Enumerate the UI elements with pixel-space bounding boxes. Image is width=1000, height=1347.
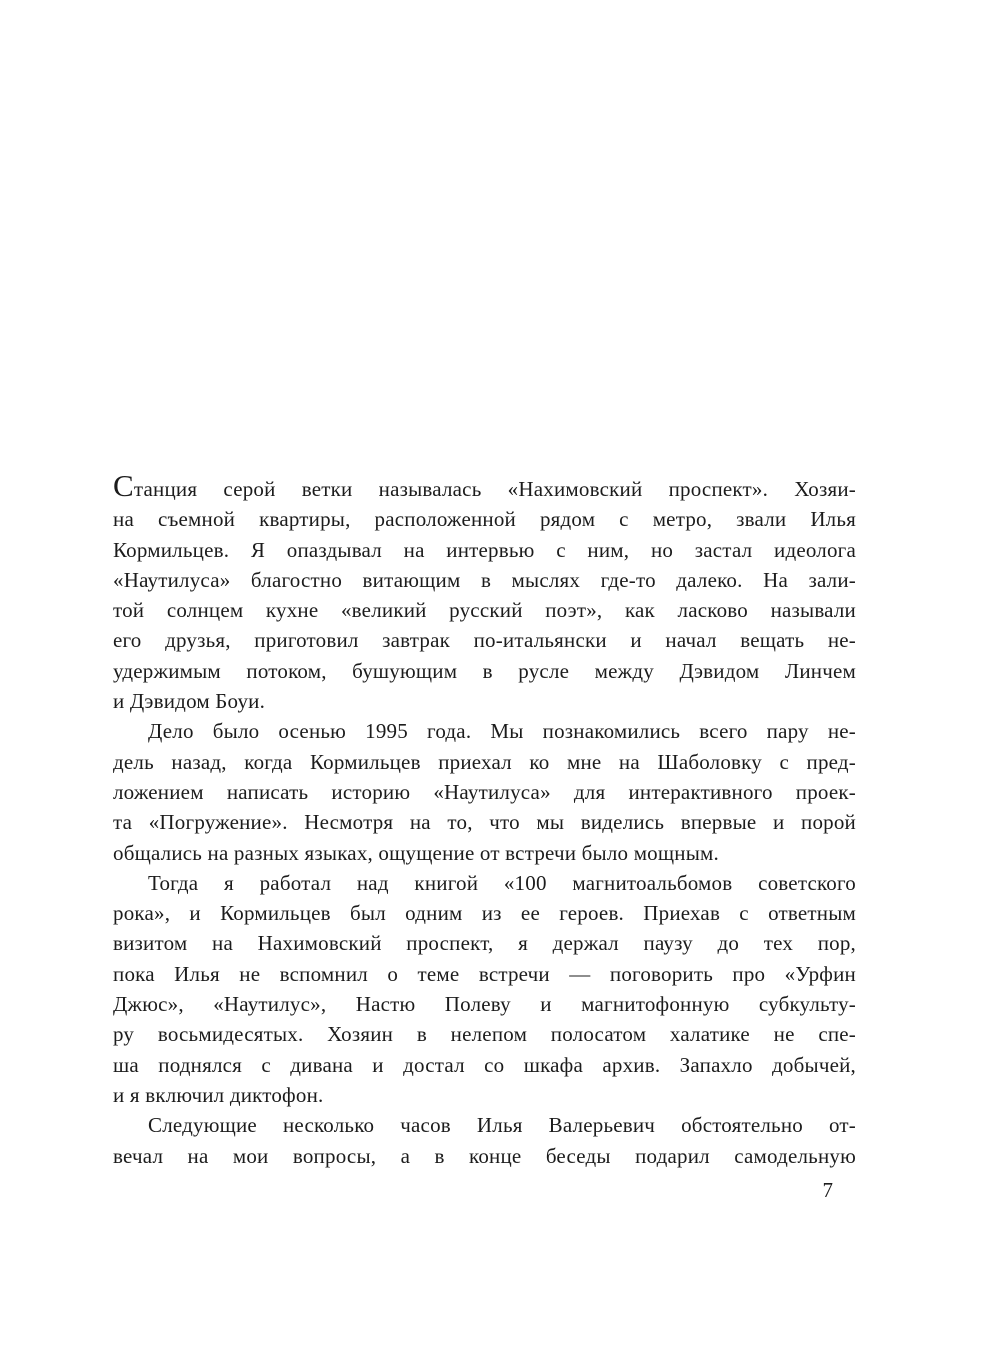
text-line: Станция серой ветки называлась «Нахимовский проспект». Хозяи- xyxy=(113,468,856,503)
text-block xyxy=(113,468,856,1171)
text-line: Тогда я работал над книгой «100 магнитоальбомов советского xyxy=(148,870,856,895)
text-line: рока», и Кормильцев был одним из ее героев. Приехав с ответным xyxy=(113,901,856,926)
text-line: вечал на мои вопросы, а в конце беседы подарил самодельную xyxy=(113,1143,856,1168)
text-line: Следующие несколько часов Илья Валерьевич обстоятельно от- xyxy=(148,1113,856,1138)
initial-capital: С xyxy=(113,468,134,503)
text-line: Дело было осенью 1995 года. Мы познакомились всего пару не- xyxy=(148,719,856,744)
page-number: 7 xyxy=(822,1178,833,1202)
text-line: «Наутилуса» благостно витающим в мыслях где-то далеко. На зали- xyxy=(113,567,856,592)
text-line: пока Илья не вспомнил о теме встречи — поговорить про «Урфин xyxy=(113,961,856,986)
text-line: ша поднялся с дивана и достал со шкафа архив. Запахло добычей, xyxy=(113,1052,856,1077)
text-line: удержимым потоком, бушующим в русле между Дэвидом Линчем xyxy=(113,658,856,683)
text-line: Джюс», «Наутилус», Настю Полеву и магнитофонную субкульту- xyxy=(113,992,856,1017)
text-line: той солнцем кухне «великий русский поэт», как ласково называли xyxy=(113,598,856,623)
text-line: и я включил диктофон. xyxy=(113,1082,324,1107)
paragraph xyxy=(113,868,856,1110)
paragraph xyxy=(113,716,856,867)
text-line: Кормильцев. Я опаздывал на интервью с ним, но застал идеолога xyxy=(113,537,856,562)
text-line: его друзья, приготовил завтрак по-итальянски и начал вещать не- xyxy=(113,628,856,653)
text-line: та «Погружение». Несмотря на то, что мы виделись впервые и порой xyxy=(113,810,856,835)
text-line: ру восьмидесятых. Хозяин в нелепом полосатом халатике не спе- xyxy=(113,1022,856,1047)
text-line: дель назад, когда Кормильцев приехал ко мне на Шаболовку с пред- xyxy=(113,749,856,774)
paragraph xyxy=(113,468,856,716)
text-line: визитом на Нахимовский проспект, я держал паузу до тех пор, xyxy=(113,931,856,956)
text-line: ложением написать историю «Наутилуса» для интерактивного проек- xyxy=(113,779,856,804)
text-line: и Дэвидом Боуи. xyxy=(113,689,266,714)
paragraph xyxy=(113,1110,856,1171)
text-line: на съемной квартиры, расположенной рядом с метро, звали Илья xyxy=(113,507,856,532)
text-line: общались на разных языках, ощущение от встречи было мощным. xyxy=(113,840,719,865)
